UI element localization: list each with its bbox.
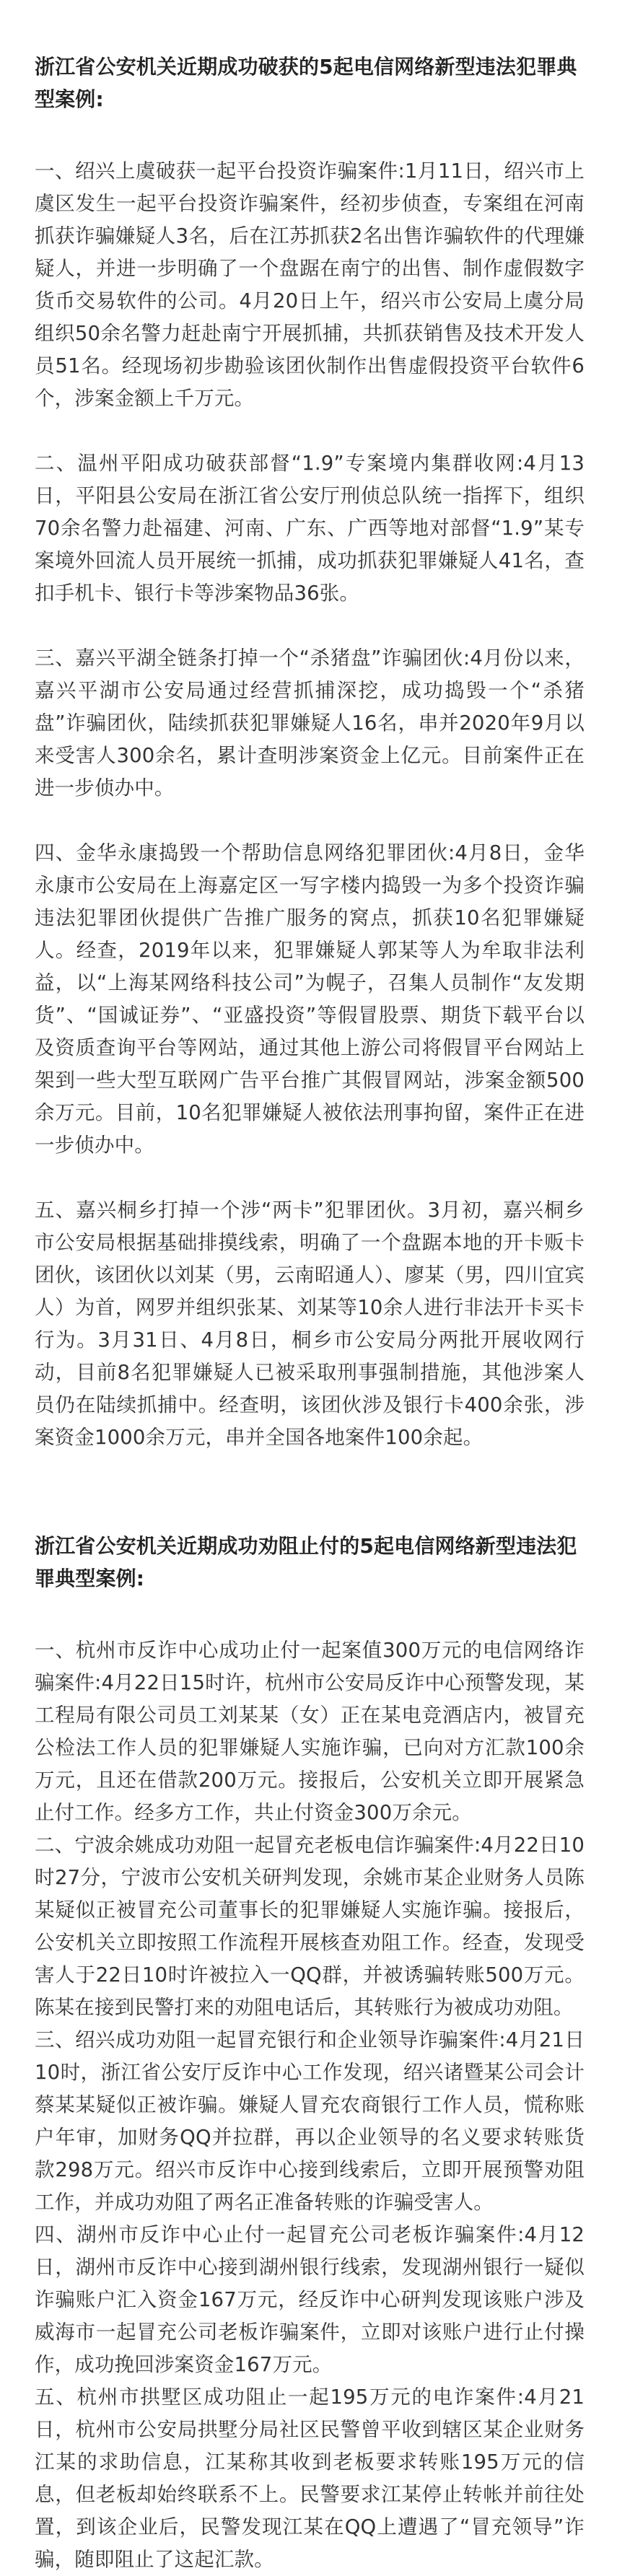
case-paragraph: 三、绍兴成功劝阻一起冒充银行和企业领导诈骗案件:4月21日10时，浙江省公安厅反诈中心工作发现，绍兴诸暨某公司会计蔡某某疑似正被诈骗。嫌疑人冒充农商银行工作人员，慌称账户年审，加财务QQ并拉群，再以企业领导的名义要求转账货款298万元。绍兴市反诈中心接到线索后，立即开展预警劝阻工作，并成功劝阻了两名正准备转账的诈骗受害人。	[35, 2028, 585, 2214]
prevented-cases-section	[35, 1530, 585, 2576]
section-heading-prevented-cases: 浙江省公安机关近期成功劝阻止付的5起电信网络新型违法犯罪典型案例:	[35, 1534, 577, 1590]
case-paragraph: 四、金华永康捣毁一个帮助信息网络犯罪团伙:4月8日，金华永康市公安局在上海嘉定区一写字楼内捣毁一为多个投资诈骗违法犯罪团伙提供广告推广服务的窝点，抓获10名犯罪嫌疑人。经查，2019年以来，犯罪嫌疑人郭某等人为牟取非法利益，以“上海某网络科技公司”为幌子，召集人员制作“友发期货”、“国诚证券”、“亚盛投资”等假冒股票、期货下载平台以及资质查询平台等网站，通过其他上游公司将假冒平台网站上架到一些大型互联网广告平台推广其假冒网站，涉案金额500余万元。目前，10名犯罪嫌疑人被依法刑事拘留，案件正在进一步侦办中。	[35, 841, 585, 1157]
section-heading-solved-cases: 浙江省公安机关近期成功破获的5起电信网络新型违法犯罪典型案例:	[35, 55, 577, 111]
case-paragraph: 二、温州平阳成功破获部督“1.9”专案境内集群收网:4月13日，平阳县公安局在浙江省公安厅刑侦总队统一指挥下，组织70余名警力赴福建、河南、广东、广西等地对部督“1.9”某专案境外回流人员开展统一抓捕，成功抓获犯罪嫌疑人41名，查扣手机卡、银行卡等涉案物品36张。	[35, 452, 585, 605]
case-paragraph: 一、绍兴上虞破获一起平台投资诈骗案件:1月11日，绍兴市上虞区发生一起平台投资诈骗案件，经初步侦查，专案组在河南抓获诈骗嫌疑人3名，后在江苏抓获2名出售诈骗软件的代理嫌疑人，并进一步明确了一个盘踞在南宁的出售、制作虚假数字货币交易软件的公司。4月20日上午，绍兴市公安局上虞分局组织50余名警力赶赴南宁开展抓捕，共抓获销售及技术开发人员51名。经现场初步勘验该团伙制作出售虚假投资平台软件6个，涉案金额上千万元。	[35, 159, 585, 410]
solved-cases-section	[35, 51, 585, 1454]
case-paragraph: 五、嘉兴桐乡打掉一个涉“两卡”犯罪团伙。3月初，嘉兴桐乡市公安局根据基础排摸线索，明确了一个盘踞本地的开卡贩卡团伙，该团伙以刘某（男，云南昭通人）、廖某（男，四川宜宾人）为首，网罗并组织张某、刘某等10余人进行非法开卡买卡行为。3月31日、4月8日，桐乡市公安局分两批开展收网行动，目前8名犯罪嫌疑人已被采取刑事强制措施，其他涉案人员仍在陆续抓捕中。经查明，该团伙涉及银行卡400余张，涉案资金1000余万元，串并全国各地案件100余起。	[35, 1199, 585, 1449]
case-paragraph: 五、杭州市拱墅区成功阻止一起195万元的电诈案件:4月21日，杭州市公安局拱墅分局社区民警曾平收到辖区某企业财务江某的求助信息，江某称其收到老板要求转账195万元的信息，但老板却始终联系不上。民警要求江某停止转帐并前往处置，到该企业后，民警发现江某在QQ上遭遇了“冒充领导”诈骗，随即阻止了这起汇款。	[35, 2386, 585, 2571]
case-paragraph: 二、宁波余姚成功劝阻一起冒充老板电信诈骗案件:4月22日10时27分，宁波市公安机关研判发现，余姚市某企业财务人员陈某疑似正被冒充公司董事长的犯罪嫌疑人实施诈骗。接报后，公安机关立即按照工作流程开展核查劝阻工作。经查，发现受害人于22日10时许被拉入一QQ群，并被诱骗转账500万元。陈某在接到民警打来的劝阻电话后，其转账行为被成功劝阻。	[35, 1834, 585, 2019]
case-paragraph: 一、杭州市反诈中心成功止付一起案值300万元的电信网络诈骗案件:4月22日15时许，杭州市公安局反诈中心预警发现，某工程局有限公司员工刘某某（女）正在某电竞酒店内，被冒充公检法工作人员的犯罪嫌疑人实施诈骗，已向对方汇款100余万元，且还在借款200万元。接报后，公安机关立即开展紧急止付工作。经多方工作，共止付资金300万余元。	[35, 1639, 585, 1824]
case-paragraph: 三、嘉兴平湖全链条打掉一个“杀猪盘”诈骗团伙:4月份以来，嘉兴平湖市公安局通过经营抓捕深挖，成功捣毁一个“杀猪盘”诈骗团伙，陆续抓获犯罪嫌疑人16名，串并2020年9月以来受害人300余名，累计查明涉案资金上亿元。目前案件正在进一步侦办中。	[35, 647, 585, 799]
case-paragraph: 四、湖州市反诈中心止付一起冒充公司老板诈骗案件:4月12日，湖州市反诈中心接到湖州银行线索，发现湖州银行一疑似诈骗账户汇入资金167万元，经反诈中心研判发现该账户涉及威海市一起冒充公司老板诈骗案件，立即对该账户进行止付操作，成功挽回涉案资金167万元。	[35, 2223, 585, 2376]
